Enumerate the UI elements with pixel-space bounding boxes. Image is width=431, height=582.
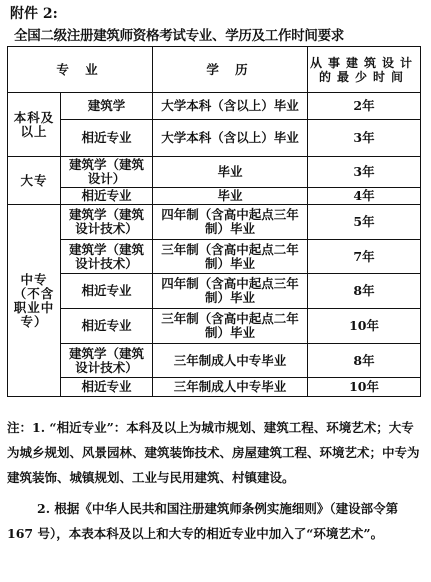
document-title: 全国二级注册建筑师资格考试专业、学历及工作时间要求	[14, 28, 344, 44]
table-row	[8, 157, 421, 188]
header-years: 从事建筑设计的最少时间	[308, 47, 421, 93]
row-major: 建筑学（建筑设计技术）	[61, 344, 153, 378]
table-row	[8, 93, 421, 120]
note-2: 2. 根据《中华人民共和国注册建筑师条例实施细则》（建设部令第 167 号），本表本科及以上和大专的相近专业中加入了“环境艺术”。	[7, 501, 399, 541]
category-secondary: 中专（不含职业中专）	[8, 205, 61, 397]
row-major: 建筑学（建筑设计技术）	[61, 205, 153, 240]
row-major: 建筑学（建筑设计技术）	[61, 240, 153, 274]
row-education: 毕业	[153, 188, 308, 205]
row-education: 四年制（含高中起点三年制）毕业	[153, 274, 308, 309]
table-header-row	[8, 47, 421, 93]
table-row	[8, 274, 421, 309]
header-major: 专 业	[8, 47, 153, 93]
row-education: 三年制成人中专毕业	[153, 378, 308, 397]
row-years: 8年	[308, 274, 421, 309]
row-education: 三年制成人中专毕业	[153, 344, 308, 378]
row-years: 4年	[308, 188, 421, 205]
row-major: 相近专业	[61, 309, 153, 344]
row-years: 5年	[308, 205, 421, 240]
row-major: 相近专业	[61, 274, 153, 309]
row-education: 三年制（含高中起点二年制）毕业	[153, 309, 308, 344]
row-major: 建筑学	[61, 93, 153, 120]
row-years: 3年	[308, 157, 421, 188]
attachment-label: 附件 2:	[10, 6, 58, 22]
table-row	[8, 240, 421, 274]
table-row	[8, 344, 421, 378]
row-years: 8年	[308, 344, 421, 378]
row-years: 3年	[308, 120, 421, 157]
header-education: 学 历	[153, 47, 308, 93]
row-years: 10年	[308, 378, 421, 397]
row-education: 毕业	[153, 157, 308, 188]
row-major: 相近专业	[61, 378, 153, 397]
row-years: 10年	[308, 309, 421, 344]
table-row	[8, 205, 421, 240]
table-row	[8, 120, 421, 157]
row-major: 建筑学（建筑设计）	[61, 157, 153, 188]
category-bachelor: 本科及以上	[8, 93, 61, 157]
table-row	[8, 188, 421, 205]
notes-section	[7, 415, 425, 546]
row-major: 相近专业	[61, 120, 153, 157]
row-education: 大学本科（含以上）毕业	[153, 93, 308, 120]
table-row	[8, 309, 421, 344]
row-education: 三年制（含高中起点二年制）毕业	[153, 240, 308, 274]
row-major: 相近专业	[61, 188, 153, 205]
note-1: 注：1. “相近专业”：本科及以上为城市规划、建筑工程、环境艺术；大专为城乡规划、风景园林、建筑装饰技术、房屋建筑工程、环境艺术；中专为建筑装饰、城镇规划、工业与民用建筑、村镇建设。	[7, 420, 420, 485]
row-education: 大学本科（含以上）毕业	[153, 120, 308, 157]
category-college: 大专	[8, 157, 61, 205]
row-education: 四年制（含高中起点三年制）毕业	[153, 205, 308, 240]
requirements-table	[7, 46, 421, 397]
row-years: 2年	[308, 93, 421, 120]
table-row	[8, 378, 421, 397]
row-years: 7年	[308, 240, 421, 274]
